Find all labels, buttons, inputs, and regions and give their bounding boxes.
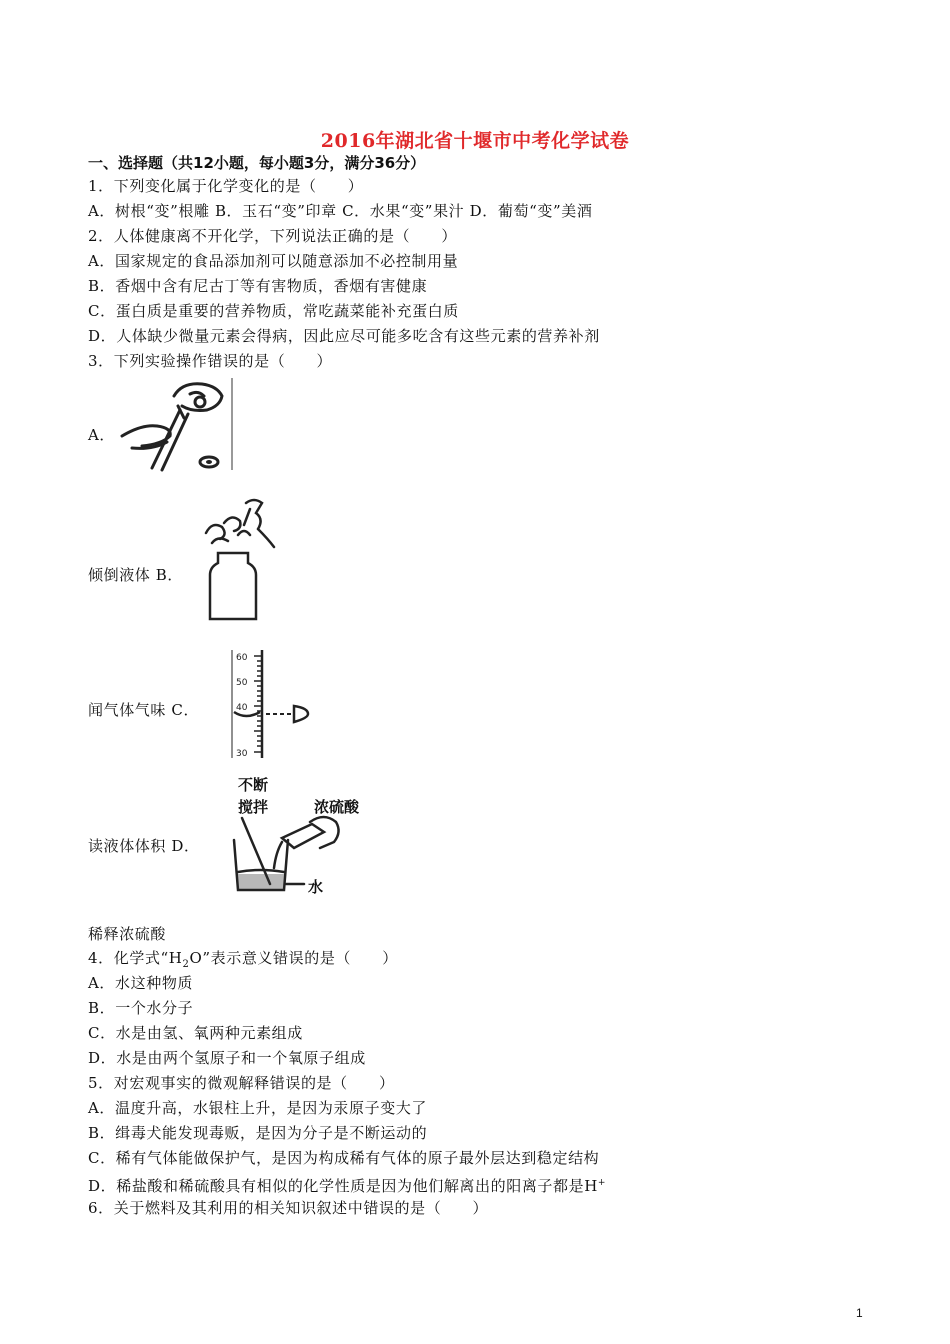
q5-option-d [88,1173,606,1196]
q5-option-d-text: D．稀盐酸和稀硫酸具有相似的化学性质是因为他们解离出的阳离子都是H [88,1177,598,1195]
q2-option-c: C．蛋白质是重要的营养物质，常吃蔬菜能补充蛋白质 [88,302,459,320]
q4-option-b: B．一个水分子 [88,999,194,1017]
q3-option-d-label: 读液体体积 D． [88,837,200,855]
cylinder-tick-50: 50 [236,678,248,688]
q5-option-c: C．稀有气体能做保护气，是因为构成稀有气体的原子最外层达到稳定结构 [88,1149,600,1167]
q3-option-d-caption: 稀释浓硫酸 [88,925,167,943]
q3-option-b-label: 倾倒液体 B． [88,566,183,584]
q3-option-c-label: 闻气体气味 C． [88,701,200,719]
q3-option-a-label: A． [88,426,116,444]
page-number: 1 [856,1306,863,1320]
q4-option-a: A．水这种物质 [88,974,194,992]
q3-stem: 3．下列实验操作错误的是（ ） [88,352,333,370]
figure-graduated-cylinder [226,648,321,760]
q5-option-a: A．温度升高，水银柱上升，是因为汞原子变大了 [88,1099,428,1117]
cylinder-tick-40: 40 [236,703,248,713]
q1-options: A．树根“变”根雕 B．玉石“变”印章 C．水果“变”果汁 D．葡萄“变”美酒 [88,202,593,220]
q2-option-a: A．国家规定的食品添加剂可以随意添加不必控制用量 [88,252,459,270]
q4-stem-post: O”表示意义错误的是（ ） [189,949,398,967]
fig-d-acid: 浓硫酸 [314,798,360,816]
q2-option-b: B．香烟中含有尼古丁等有害物质，香烟有害健康 [88,277,428,295]
q4-option-d: D．水是由两个氢原子和一个氧原子组成 [88,1049,366,1067]
section-heading: 一、选择题（共12小题，每小题3分，满分36分） [88,154,426,172]
figure-pour-liquid [112,376,237,472]
q5-option-d-sup: + [597,1178,607,1188]
q4-stem [88,948,398,975]
q5-stem: 5．对宏观事实的微观解释错误的是（ ） [88,1074,395,1092]
page-title: 2016年湖北省十堰市中考化学试卷 [320,130,630,152]
fig-d-stir-2: 搅拌 [238,798,269,816]
q5-option-b: B．缉毒犬能发现毒贩，是因为分子是不断运动的 [88,1124,428,1142]
q1-stem: 1．下列变化属于化学变化的是（ ） [88,177,364,195]
q4-stem-sub: 2 [182,959,190,970]
figure-smell-gas [198,495,283,625]
q6-stem: 6．关于燃料及其利用的相关知识叙述中错误的是（ ） [88,1199,489,1217]
figure-dilute-acid [224,772,369,900]
q4-stem-pre: 4．化学式“H [88,949,183,967]
q2-stem: 2．人体健康离不开化学，下列说法正确的是（ ） [88,227,457,245]
cylinder-tick-60: 60 [236,653,248,663]
fig-d-water: 水 [308,878,324,896]
fig-d-stir-1: 不断 [238,776,269,794]
cylinder-tick-30: 30 [236,749,248,759]
q4-option-c: C．水是由氢、氧两种元素组成 [88,1024,303,1042]
q2-option-d: D．人体缺少微量元素会得病，因此应尽可能多吃含有这些元素的营养补剂 [88,327,600,345]
